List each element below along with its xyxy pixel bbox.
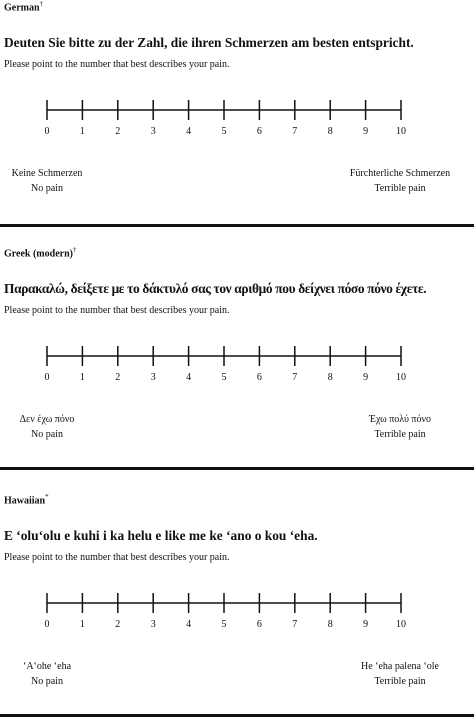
left-anchor-english: No pain	[31, 676, 63, 687]
scale-number-label: 0	[44, 372, 50, 383]
scale-number-label: 10	[396, 372, 406, 383]
right-anchor-english: Terrible pain	[374, 676, 426, 687]
scale-number-label: 1	[79, 126, 85, 137]
left-anchor	[6, 166, 88, 196]
language-name: Hawaiian	[4, 495, 46, 507]
scale-number-label: 5	[221, 619, 227, 630]
left-anchor	[6, 659, 88, 689]
scale-number-label: 4	[186, 619, 192, 630]
scale-number-label: 2	[115, 619, 121, 630]
scale-number-label: 4	[186, 126, 192, 137]
instruction-english: Please point to the number that best describes your pain.	[4, 59, 230, 70]
right-anchor	[330, 166, 470, 196]
pain-scale-svg	[37, 342, 411, 388]
language-name: German	[4, 2, 40, 14]
pain-scale	[37, 96, 411, 142]
section-divider	[0, 714, 474, 717]
right-anchor-native: Έχω πολύ πόνο	[369, 414, 431, 425]
scale-number-label: 4	[186, 372, 192, 383]
section-divider	[0, 224, 474, 227]
right-anchor-english: Terrible pain	[374, 183, 426, 194]
instruction-native: Παρακαλώ, δείξετε με το δάκτυλό σας τον αριθμό που δείχνει πόσο πόνο έχετε.	[4, 281, 427, 296]
scale-number-label: 0	[44, 126, 50, 137]
right-anchor	[330, 412, 470, 442]
scale-number-label: 3	[150, 619, 156, 630]
scale-number-label: 10	[396, 619, 406, 630]
right-anchor	[330, 659, 470, 689]
footnote-mark: *	[45, 493, 49, 501]
language-name: Greek (modern)	[4, 248, 73, 260]
scale-number-label: 7	[292, 619, 298, 630]
scale-number-label: 9	[363, 619, 369, 630]
footnote-mark: †	[39, 0, 44, 8]
instruction-english: Please point to the number that best describes your pain.	[4, 305, 230, 316]
scale-number-label: 6	[256, 619, 262, 630]
scale-number-label: 0	[44, 619, 50, 630]
scale-number-label: 3	[150, 372, 156, 383]
instruction-native: E ʻoluʻolu e kuhi i ka helu e like me ke ʻano o kou ʻeha.	[4, 528, 318, 543]
left-anchor-english: No pain	[31, 183, 63, 194]
scale-number-label: 2	[115, 372, 121, 383]
scale-number-label: 7	[292, 372, 298, 383]
scale-number-label: 8	[327, 126, 333, 137]
section-german	[0, 0, 474, 222]
scale-number-label: 9	[363, 126, 369, 137]
left-anchor-native: Δεν έχω πόνο	[19, 414, 75, 425]
pain-scale	[37, 342, 411, 388]
language-heading	[4, 246, 76, 259]
pain-scale	[37, 589, 411, 635]
left-anchor-native: Keine Schmerzen	[11, 168, 83, 179]
right-anchor-english: Terrible pain	[374, 429, 426, 440]
scale-number-label: 8	[327, 619, 333, 630]
right-anchor-native: He ʻeha palena ʻole	[360, 661, 439, 672]
section-hawaiian	[0, 493, 474, 715]
left-anchor-english: No pain	[31, 429, 63, 440]
pain-scale-svg	[37, 96, 411, 142]
language-heading	[4, 493, 49, 506]
scale-number-label: 5	[221, 126, 227, 137]
scale-number-label: 8	[327, 372, 333, 383]
scale-number-label: 2	[115, 126, 121, 137]
scale-number-label: 6	[256, 126, 262, 137]
scale-number-label: 9	[363, 372, 369, 383]
scale-number-label: 1	[79, 372, 85, 383]
scale-number-label: 6	[256, 372, 262, 383]
section-greek	[0, 246, 474, 468]
left-anchor	[6, 412, 88, 442]
pain-scale-svg	[37, 589, 411, 635]
section-divider	[0, 467, 474, 470]
scale-number-label: 7	[292, 126, 298, 137]
left-anchor-native: ʻAʻohe ʻeha	[22, 661, 72, 672]
scale-number-label: 3	[150, 126, 156, 137]
scale-number-label: 5	[221, 372, 227, 383]
right-anchor-native: Fürchterliche Schmerzen	[349, 168, 451, 179]
scale-number-label: 1	[79, 619, 85, 630]
instruction-english: Please point to the number that best describes your pain.	[4, 552, 230, 563]
instruction-native: Deuten Sie bitte zu der Zahl, die ihren Schmerzen am besten entspricht.	[4, 35, 414, 50]
language-heading	[4, 0, 43, 13]
footnote-mark: †	[72, 246, 77, 254]
scale-number-label: 10	[396, 126, 406, 137]
